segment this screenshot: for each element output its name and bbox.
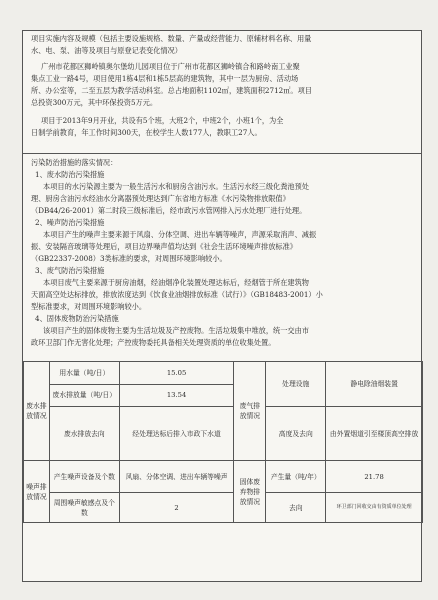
desc-line: 日制学前教育，年工作时间300天，在校学生人数177人，教职工27人。 [31, 128, 262, 137]
height-value: 由外置烟道引至楼顶高空排放 [326, 407, 423, 461]
measure-line: 2、噪声防治污染措施 [35, 218, 105, 227]
noise-source-label: 产生噪声设备及个数 [49, 461, 119, 493]
gas-category: 废气排放情况 [234, 362, 266, 461]
noise-source-value: 风扇、分体空调、进出车辆等噪声 [119, 461, 234, 493]
section-divider [23, 153, 421, 154]
emissions-table [23, 361, 423, 523]
project-description [23, 31, 421, 141]
measure-line: 本项目废气主要来源于厨房油烟，经油烟净化装置处理达标后，经烟管于所在建筑物 [43, 278, 309, 287]
desc-line: 项目于2013年9月开业，共设有5个班，大班2个，中班2个，小班1个，为全 [41, 116, 284, 125]
wastewater-category: 废水排放情况 [24, 362, 50, 461]
measure-line: 1、废水防治污染措施 [35, 170, 105, 179]
noise-category: 噪声排放情况 [24, 461, 50, 523]
measure-line: 4、固体废物防治污染措施 [35, 314, 119, 323]
measures-title: 污染防治措施的落实情况： [31, 158, 118, 167]
measure-line: 3、废气防治污染措施 [35, 266, 105, 275]
output-value: 21.78 [326, 461, 423, 493]
sensitive-label: 周围噪声敏感点及个数 [49, 493, 119, 523]
measure-line: （DB44/26-2001）第二时段三级标准后，经市政污水管网排入污水处理厂进行处理。 [31, 206, 307, 215]
measure-line: 本项目的水污染源主要为一般生活污水和厨房含油污水。生活污水经三级化粪池预处 [43, 182, 309, 191]
measure-line: 振、安装隔音玻璃等处理后，项目边界噪声值均达到《社会生活环境噪声排放标准》 [31, 242, 297, 251]
desc-line: 广州市花都区狮岭镇奥尔堡幼儿园项目位于广州市花都区狮岭镇合和路岭南工业聚 [41, 62, 300, 71]
desc-line: 总投资300万元，其中环保投资5万元。 [31, 98, 158, 107]
output-label: 产生量（吨/年） [266, 461, 326, 493]
measure-line: （GB22337-2008）3类标准的要求，对周围环境影响较小。 [31, 254, 227, 263]
water-volume-label: 用水量（吨/日） [49, 362, 119, 385]
measure-line: 该项目产生的固体废物主要为生活垃圾及产控废物。生活垃圾集中堆放，统一交由市 [43, 326, 309, 335]
measure-line: 型标准要求，对周围环境影响较小。 [31, 302, 147, 311]
desc-line: 所、办公室等，二至五层为教学活动科室。总占地面积1102㎡，建筑面积2712㎡。项目 [31, 86, 312, 95]
measure-line: 理、厨房含油污水经油水分离器预处理达到广东省地方标准《水污染物排放限值》 [31, 194, 290, 203]
destination-label: 废水排放去向 [49, 407, 119, 461]
document-page [22, 30, 422, 582]
discharge-value: 13.54 [119, 384, 234, 407]
desc-line: 项目实施内容及规模（包括主要设施规格、数量、产量或经营能力、原辅材料名称、用量 [31, 34, 312, 43]
height-label: 高度及去向 [266, 407, 326, 461]
water-volume-value: 15.05 [119, 362, 234, 385]
to-label: 去向 [266, 493, 326, 523]
pollution-measures [23, 155, 421, 375]
treatment-value: 静电除油烟装置 [326, 362, 423, 407]
treatment-label: 处理设施 [266, 362, 326, 407]
measure-line: 天面高空处达标排放，排放浓度达到《饮食业油烟排放标准（试行）》（GB18483-2001）小 [31, 290, 323, 299]
measure-line: 政环卫部门作无害化处理；产控废物委托具备相关处理资质的单位收集处置。 [31, 338, 276, 347]
to-value: 环卫部门回收交由有资质单位处理 [326, 493, 423, 523]
destination-value: 经处理达标后排入市政下水道 [119, 407, 234, 461]
desc-line: 水、电、泵、油等及项目与原登记表变化情况） [31, 46, 182, 55]
measure-line: 本项目产生的噪声主要来源于风扇、分体空调、进出车辆等噪声，声源采取消声、减振 [43, 230, 317, 239]
desc-line: 集点工业一路4号，项目使用1栋4层和1栋5层高的建筑物，其中一层为厨房、活动场 [31, 74, 299, 83]
solid-category: 固体废弃物排放情况 [234, 461, 266, 523]
sensitive-value: 2 [119, 493, 234, 523]
discharge-label: 废水排放量（吨/日） [49, 384, 119, 407]
